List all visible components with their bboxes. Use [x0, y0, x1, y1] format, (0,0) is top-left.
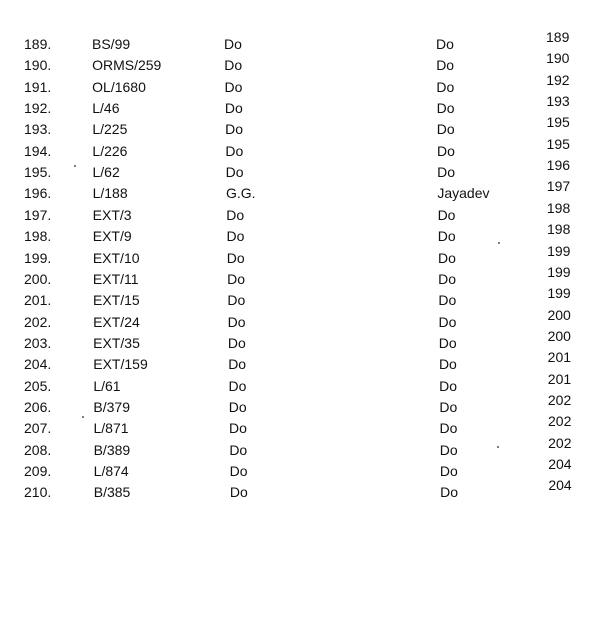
serial-number: 209. — [24, 463, 52, 479]
scan-speck — [74, 165, 76, 167]
table-row — [0, 370, 600, 397]
to-cell: Do — [439, 441, 458, 458]
reference-code: B/389 — [93, 441, 131, 458]
serial-number: 200. — [24, 270, 52, 287]
table-row — [0, 306, 600, 333]
serial-number: 197. — [24, 206, 52, 223]
serial-number: 195. — [24, 164, 52, 181]
from-cell: Do — [224, 100, 243, 117]
page-number: 201 — [547, 349, 572, 366]
table-row — [0, 456, 600, 482]
table-row — [0, 93, 600, 119]
serial-number: 189. — [24, 36, 52, 52]
page-number: 199 — [547, 242, 571, 259]
table-row — [0, 29, 600, 55]
reference-code: EXT/3 — [92, 206, 132, 223]
table-row — [0, 157, 600, 183]
to-cell: Do — [436, 36, 454, 52]
from-cell: G.G. — [225, 185, 256, 202]
to-cell: Do — [438, 313, 457, 330]
table-row — [0, 114, 600, 140]
to-cell: Do — [436, 78, 455, 95]
serial-number: 204. — [24, 356, 52, 373]
serial-number: 210. — [24, 484, 52, 501]
from-cell: Do — [228, 377, 247, 394]
table-row — [0, 349, 600, 375]
page-number: 202 — [548, 434, 572, 451]
reference-code: L/874 — [93, 463, 129, 479]
reference-code: L/188 — [92, 185, 128, 202]
to-cell: Do — [438, 356, 457, 373]
to-cell: Do — [438, 292, 457, 309]
serial-number: 199. — [24, 249, 52, 266]
page-number: 204 — [548, 477, 572, 494]
serial-number: 208. — [24, 441, 52, 458]
page-number: 202 — [548, 413, 572, 430]
from-cell: Do — [229, 484, 248, 501]
from-cell: Do — [227, 292, 246, 309]
serial-number: 202. — [24, 313, 52, 330]
from-cell: Do — [226, 228, 245, 245]
from-cell: Do — [224, 78, 243, 95]
page-number: 202 — [547, 391, 572, 408]
page-number: 189 — [546, 29, 570, 45]
from-cell: Do — [226, 206, 245, 223]
serial-number: 201. — [24, 292, 52, 309]
page-number: 198 — [546, 199, 571, 216]
from-cell: Do — [229, 463, 248, 479]
page-number: 201 — [547, 370, 572, 387]
reference-code: EXT/11 — [92, 270, 139, 287]
serial-number: 205. — [24, 377, 52, 394]
reference-code: L/61 — [93, 377, 121, 394]
page-number: 193 — [546, 93, 570, 110]
serial-number: 196. — [24, 185, 52, 202]
reference-code: EXT/15 — [93, 292, 140, 309]
from-cell: Do — [227, 334, 246, 351]
to-cell: Do — [439, 398, 458, 415]
page-number: 195 — [546, 114, 570, 131]
from-cell: Do — [225, 142, 244, 159]
page-number: 197 — [546, 178, 571, 195]
table-row — [0, 71, 600, 98]
serial-number: 207. — [24, 420, 52, 437]
reference-code: L/46 — [92, 100, 120, 117]
reference-code: EXT/24 — [93, 313, 140, 330]
serial-number: 198. — [24, 228, 52, 245]
reference-code: ORMS/259 — [92, 57, 162, 74]
table-row — [0, 221, 600, 247]
scan-speck — [498, 242, 500, 244]
page-number: 200 — [547, 327, 571, 344]
page-number: 195 — [546, 135, 570, 152]
page-number: 199 — [547, 285, 571, 302]
reference-code: EXT/159 — [93, 356, 148, 373]
to-cell: Do — [437, 228, 456, 245]
to-cell: Do — [436, 57, 455, 74]
reference-code: EXT/35 — [93, 334, 140, 351]
page-number: 198 — [547, 221, 571, 238]
table-row — [0, 50, 600, 76]
to-cell: Do — [438, 270, 457, 287]
from-cell: Do — [226, 249, 245, 266]
table-row — [0, 434, 600, 461]
from-cell: Do — [228, 356, 247, 373]
serial-number: 193. — [24, 121, 52, 138]
from-cell: Do — [229, 441, 248, 458]
to-cell: Jayadev — [437, 185, 490, 202]
reference-code: L/62 — [92, 164, 120, 181]
table-row — [0, 477, 600, 503]
page-number: 196 — [546, 157, 571, 174]
serial-number: 203. — [24, 334, 52, 351]
from-cell: Do — [227, 313, 246, 330]
from-cell: Do — [224, 36, 242, 52]
page-number: 192 — [546, 71, 570, 88]
table-row — [0, 263, 600, 290]
reference-code: B/379 — [93, 398, 131, 415]
serial-number: 191. — [24, 78, 52, 95]
reference-code: L/226 — [92, 142, 128, 159]
table-row — [0, 242, 600, 269]
to-cell: Do — [439, 420, 458, 437]
reference-code: B/385 — [93, 484, 131, 501]
scan-speck — [82, 416, 84, 418]
to-cell: Do — [439, 463, 458, 479]
to-cell: Do — [438, 334, 457, 351]
reference-code: L/871 — [93, 420, 129, 437]
table-row — [0, 413, 600, 439]
to-cell: Do — [440, 484, 459, 501]
table-row — [0, 135, 600, 162]
to-cell: Do — [436, 121, 455, 138]
serial-number: 190. — [24, 57, 52, 74]
from-cell: Do — [225, 164, 244, 181]
table-row — [0, 391, 600, 418]
page-number: 200 — [547, 306, 571, 323]
reference-code: EXT/9 — [92, 228, 132, 245]
from-cell: Do — [225, 121, 244, 138]
to-cell: Do — [437, 249, 456, 266]
from-cell: Do — [224, 57, 243, 74]
serial-number: 206. — [24, 398, 52, 415]
to-cell: Do — [437, 206, 456, 223]
scan-speck — [497, 446, 499, 448]
page-number: 199 — [547, 263, 571, 280]
table-row — [0, 178, 600, 204]
to-cell: Do — [436, 142, 455, 159]
table-row — [0, 327, 600, 354]
serial-number: 192. — [24, 100, 52, 117]
reference-code: L/225 — [92, 121, 128, 138]
table-row — [0, 285, 600, 311]
to-cell: Do — [437, 164, 456, 181]
reference-code: BS/99 — [92, 36, 131, 52]
to-cell: Do — [436, 100, 455, 117]
from-cell: Do — [228, 398, 247, 415]
page-number: 204 — [548, 456, 572, 472]
serial-number: 194. — [24, 142, 52, 159]
reference-code: OL/1680 — [92, 78, 146, 95]
reference-code: EXT/10 — [92, 249, 140, 266]
table-row — [0, 199, 600, 226]
page-number: 190 — [546, 50, 570, 67]
from-cell: Do — [227, 270, 245, 287]
to-cell: Do — [439, 377, 458, 394]
from-cell: Do — [229, 420, 247, 437]
